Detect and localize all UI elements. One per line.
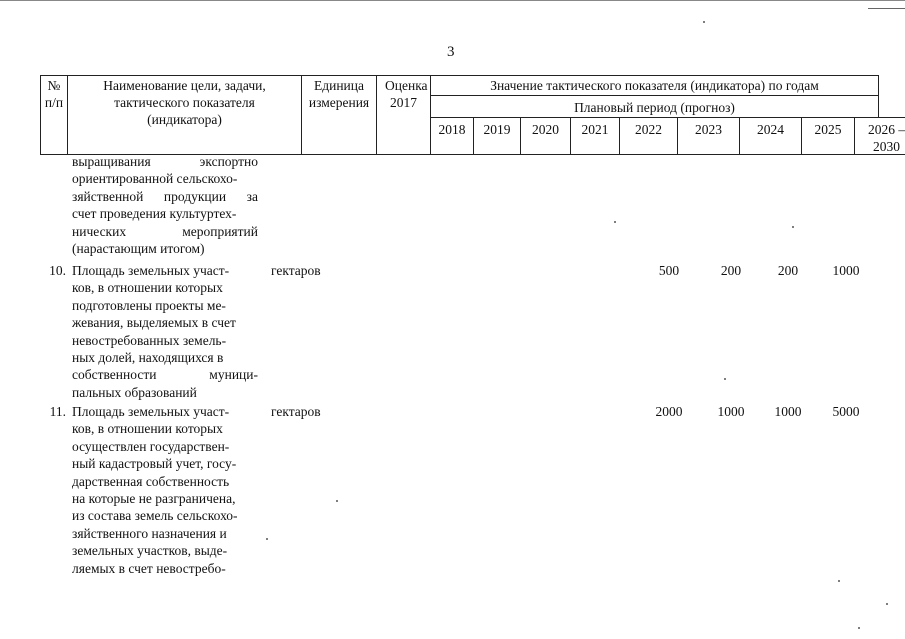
header-year-2018: 2018 [430,117,474,155]
row-name-line: выращивания экспортно [72,154,258,169]
row-name-line: жевания, выделяемых в счет [72,315,236,331]
row-name-line: (нарастающим итогом) [72,241,205,257]
row-name-line: из состава земель сельскохо- [72,508,238,524]
scan-mark [868,8,905,9]
page-number: 3 [447,44,455,60]
header-year-2025: 2025 [801,117,855,155]
scan-speck [858,627,860,629]
row-name-line: ориентированной сельскохо- [72,171,238,187]
row-number: 10. [49,263,66,278]
row-name-line: на которые не разграничена, [72,491,236,507]
row-name-line: земельных участков, выде- [72,543,228,559]
row-number: 11. [49,404,66,419]
value-2024: 1000 [717,404,745,419]
value-2026-2030: 1000 [832,263,860,278]
scan-speck [886,603,888,605]
row-name-line: дарственная собственность [72,473,230,489]
row-name [72,153,258,257]
value-2025: 1000 [774,404,802,419]
value-2024: 200 [720,263,742,278]
row-name-line: подготовлены проекты ме- [72,297,226,313]
scan-speck [703,21,705,23]
row-name-line: ных долей, находящихся в [72,350,224,366]
row-name-line: ный кадастровый учет, госу- [72,456,237,472]
header-year-2019: 2019 [473,117,521,155]
row-name-line: нических мероприятий [72,223,258,239]
header-year-2021: 2021 [570,117,620,155]
scan-speck [614,221,616,223]
header-year-2020: 2020 [520,117,571,155]
header-planned-period: Плановый период (прогноз) [430,95,879,118]
row-name-line: зяйственной продукции за [72,188,258,204]
page-edge-line [0,0,905,1]
scan-speck [266,538,268,540]
row-name-line: собственности муници- [72,367,258,383]
row-name-line: Площадь земельных участ- [72,404,230,419]
row-name-line: невостребованных земель- [72,332,227,348]
header-col-estimate: Оценка 2017 [376,75,431,155]
row-name [72,262,258,401]
value-2026-2030: 5000 [832,404,860,419]
row-unit: гектаров [271,404,321,419]
row-name-line: ков, в отношении которых [72,280,223,296]
header-year-2022: 2022 [619,117,678,155]
value-2025: 200 [777,263,799,278]
row-name-line: Площадь земельных участ- [72,263,230,278]
header-year-2024: 2024 [739,117,802,155]
row-name-line: зяйственного назначения и [72,525,227,541]
scan-speck [336,500,338,502]
header-year-2023: 2023 [677,117,740,155]
scan-speck [792,226,794,228]
header-year-2026-2030: 2026 – 2030 [854,117,905,155]
row-name-line: осуществлен государствен- [72,438,230,454]
value-2023: 500 [658,263,680,278]
header-col-number: № п/п [40,75,68,155]
header-col-unit: Единица измерения [301,75,377,155]
row-name-line: ляемых в счет невостребо- [72,560,226,576]
scan-speck [838,580,840,582]
row-name-line: счет проведения культуртех- [72,206,237,222]
row-name-line: пальных образований [72,384,197,400]
header-col-name: Наименование цели, задачи, тактического показателя (индикатора) [67,75,302,155]
row-unit: гектаров [271,263,321,278]
header-col-values: Значение тактического показателя (индикатора) по годам [430,75,879,96]
row-name [72,403,258,577]
scan-speck [724,378,726,380]
row-name-line: ков, в отношении которых [72,421,223,437]
value-2023: 2000 [655,404,683,419]
